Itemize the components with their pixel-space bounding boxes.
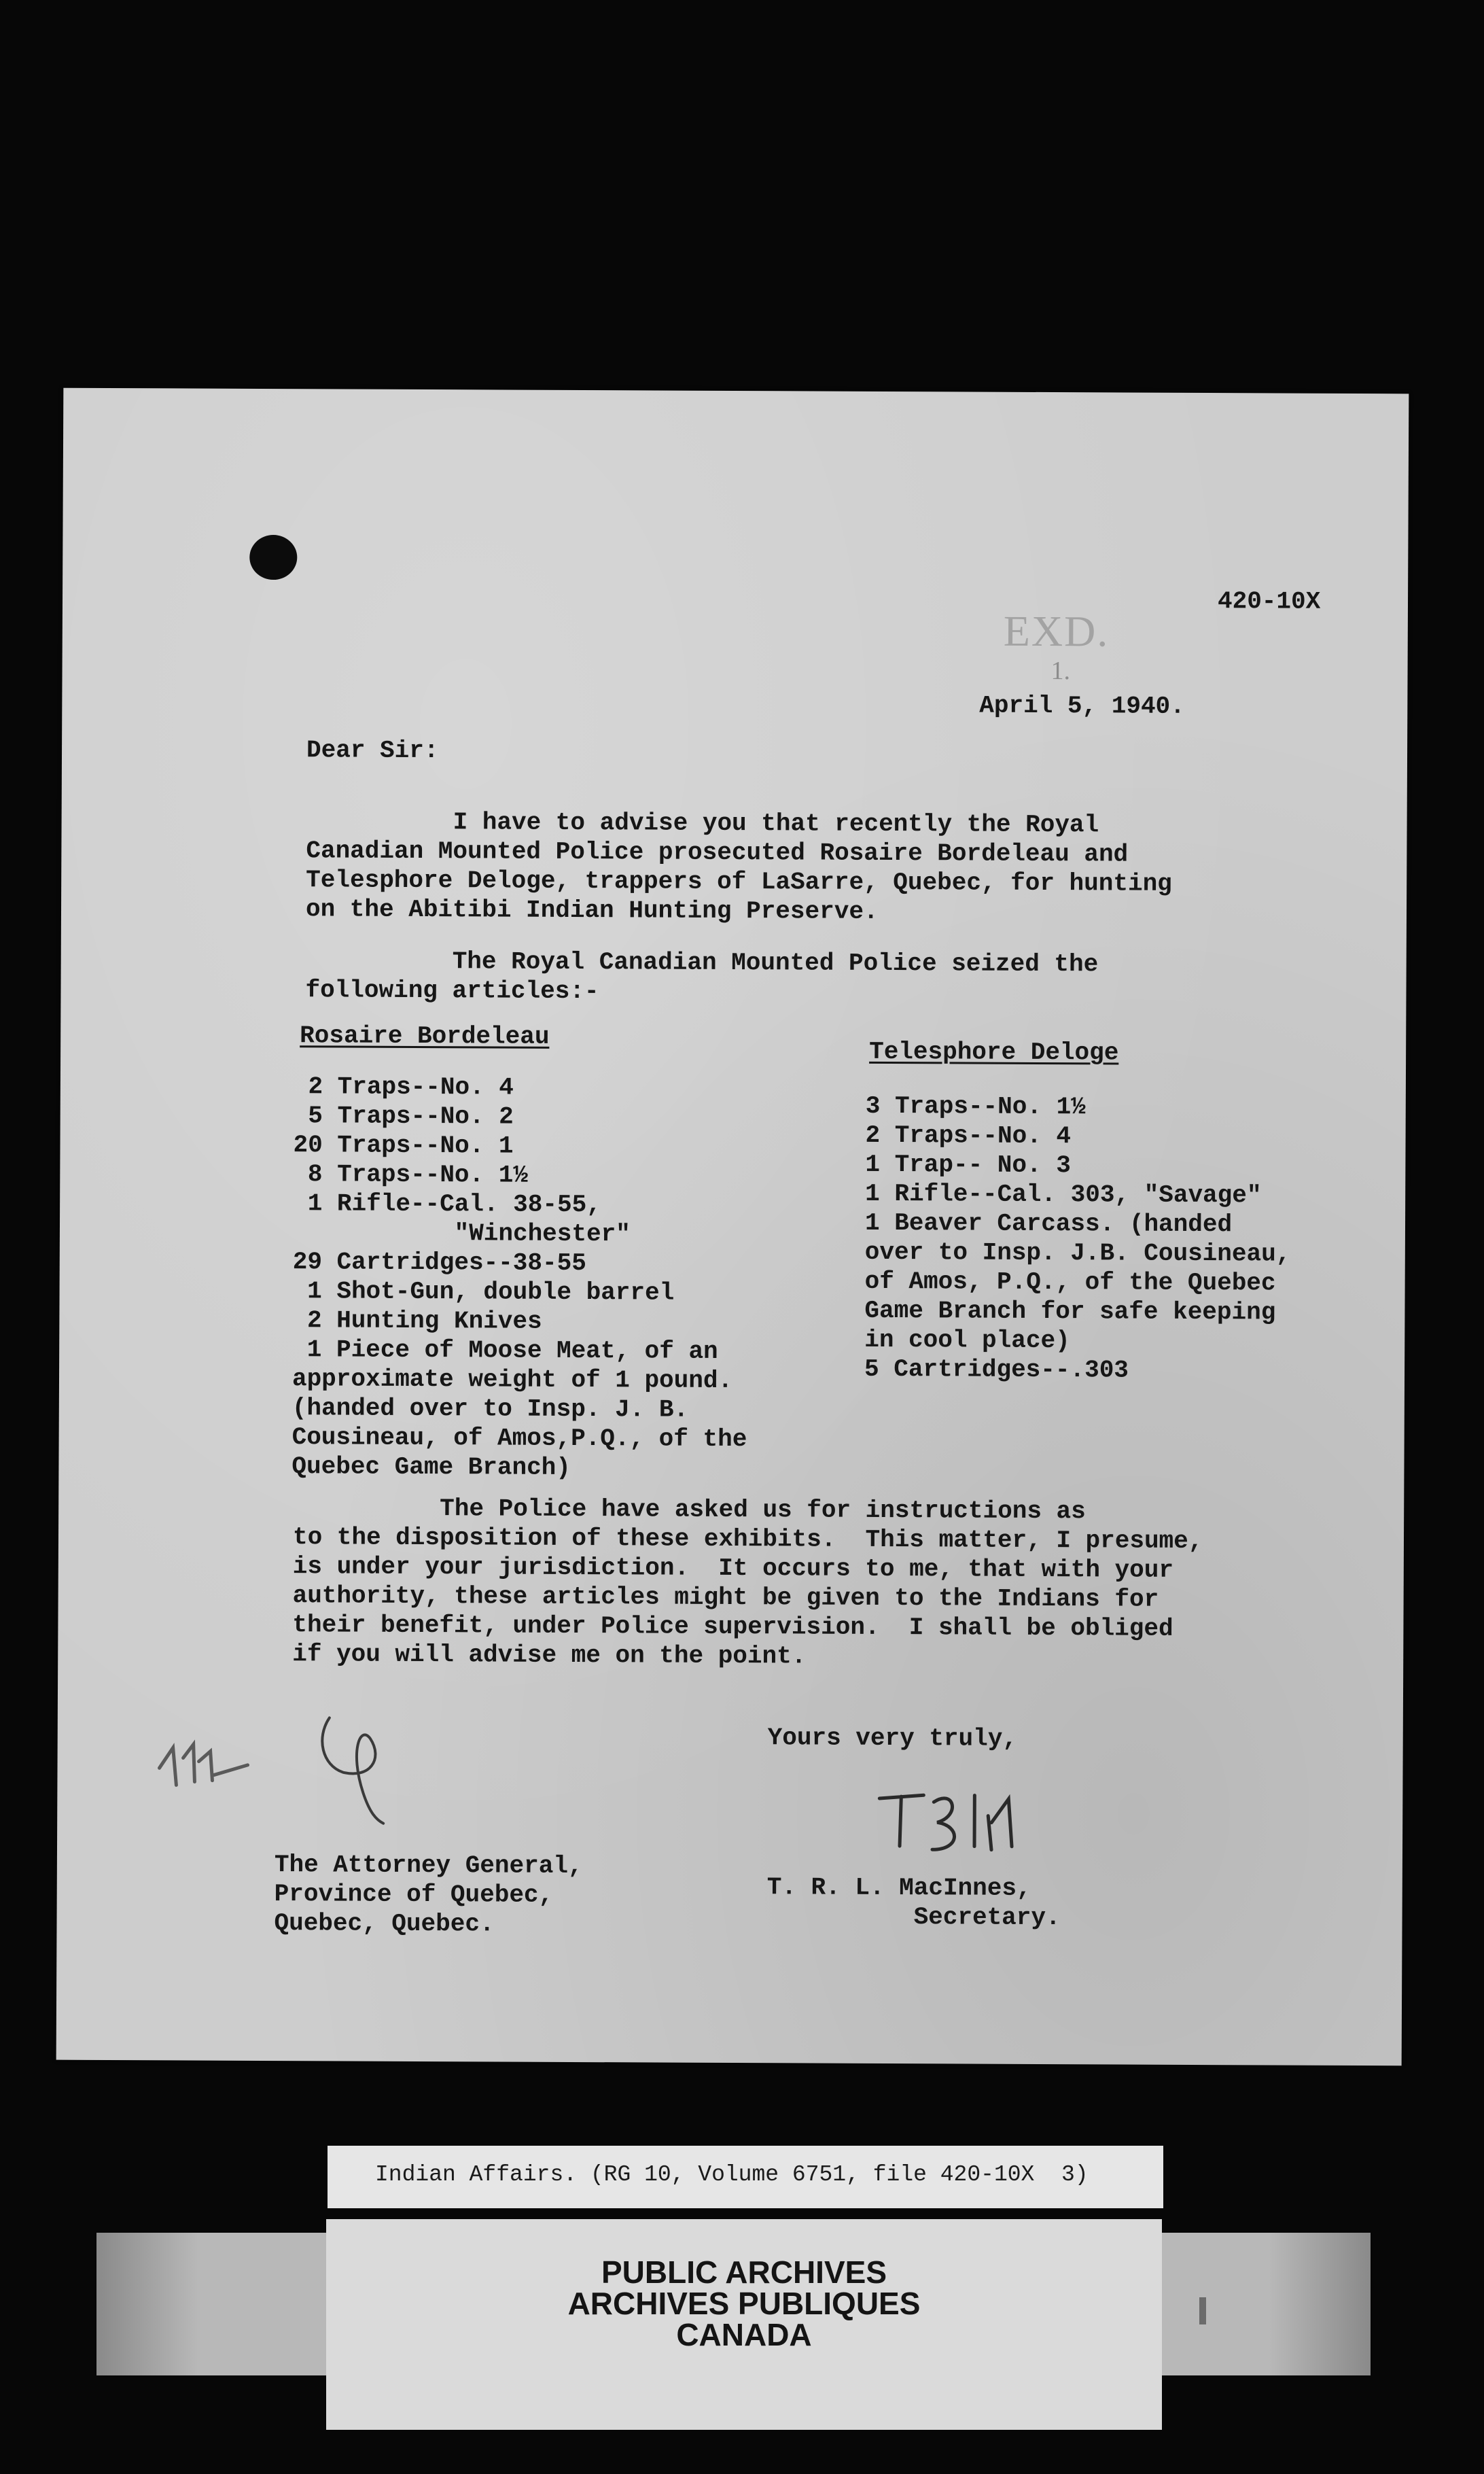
paragraph-prosecution: I have to advise you that recently the Royal Canadian Mounted Police prosecuted Rosaire Bordeleau and Telesphore Deloge, trappers of LaSarre, Quebec, for hunting on the Abitibi Indian Hunting Preserve. [305, 807, 1172, 926]
paragraph-instructions: The Police have asked us for instructions as to the disposition of these exhibits. This matter, I presume, is under your jurisdiction. It occurs to me, that with your authority, these articles might be given to the Indians for their benefit, under Police supervision. I shall be obliged if you will advise me on the point. [292, 1494, 1203, 1671]
archive-stamp-line-2: ARCHIVES PUBLIQUES [567, 2286, 921, 2321]
closing: Yours very truly, [767, 1724, 1018, 1753]
deloge-heading: Telesphore Deloge [869, 1037, 1119, 1067]
bordeleau-heading: Rosaire Bordeleau [300, 1022, 550, 1051]
bordeleau-items: 2 Traps--No. 4 5 Traps--No. 2 20 Traps--No. 1 8 Traps--No. 1½ 1 Rifle--Cal. 38-55, "Winchester" 29 Cartridges--38-55 1 Shot-Gun, double barrel 2 Hunting Knives 1 Piece of Moose Meat, of an approximate weight of 1 pound. (handed over to Insp. J. B. Cousineau, of Amos,P.Q., of the Quebec Game Branch) [292, 1073, 747, 1482]
handwritten-initials [145, 1720, 282, 1809]
salutation: Dear Sir: [306, 736, 439, 765]
archive-reference: Indian Affairs. (RG 10, Volume 6751, file 420-10X 3) [375, 2162, 1089, 2187]
paragraph-seized: The Royal Canadian Mounted Police seized the following articles:- [305, 947, 1099, 1006]
handwritten-scribble [302, 1711, 398, 1827]
signatory-block: T. R. L. MacInnes, Secretary. [766, 1873, 1061, 1932]
file-number: 420-10X [1217, 587, 1321, 616]
archive-stamp-line-1: PUBLIC ARCHIVES [601, 2254, 887, 2290]
letter-sheet [56, 388, 1409, 2066]
strip-tab-mark [1199, 2297, 1206, 2324]
archive-reference-label [328, 2146, 1163, 2208]
signature-initials [872, 1781, 1029, 1857]
punch-hole [249, 535, 297, 580]
addressee-block: The Attorney General, Province of Quebec, Quebec, Quebec. [274, 1851, 583, 1938]
archive-stamp-line-3: CANADA [676, 2317, 812, 2352]
exd-stamp: EXD. [1003, 606, 1110, 656]
letter-date: April 5, 1940. [979, 691, 1185, 720]
stamp-note: 1. [1050, 657, 1071, 686]
archive-stamp [326, 2219, 1162, 2430]
deloge-items: 3 Traps--No. 1½ 2 Traps--No. 4 1 Trap-- No. 3 1 Rifle--Cal. 303, "Savage" 1 Beaver Carcass. (handed over to Insp. J.B. Cousineau, of Amos, P.Q., of the Quebec Game Branch for safe keeping in cool place) 5 Cartridges--.303 [864, 1092, 1291, 1384]
